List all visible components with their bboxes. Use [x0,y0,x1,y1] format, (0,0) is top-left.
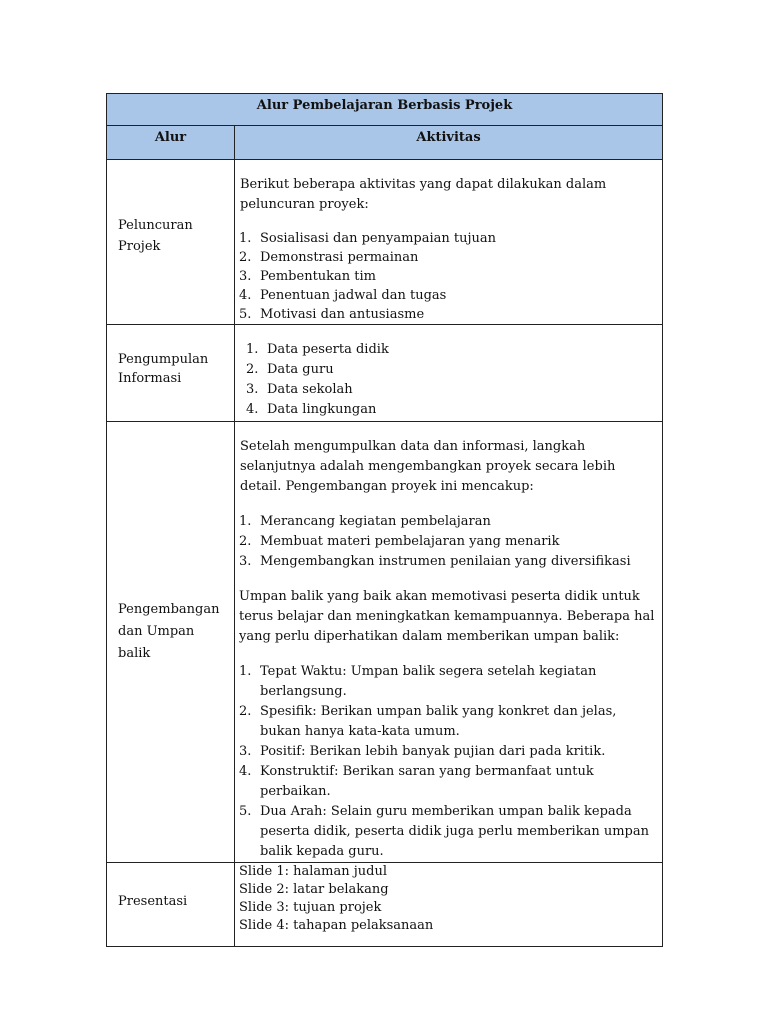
feedback-list [239,662,658,862]
intro-text: Berikut beberapa aktivitas yang dapat dilakukan dalam peluncuran proyek: [240,177,607,212]
intro-text: Setelah mengumpulkan data dan informasi, langkah selanjutnya adalah mengembangkan proyek secara lebih detail. Pengembangan proyek ini mencakup: [240,439,616,494]
list-item: 1. Sosialisasi dan penyampaian tujuan [239,231,497,246]
list-item: 4. Konstruktif: Berikan saran yang bermanfaat untuk perbaikan. [239,764,594,799]
row-label-presentasi: Presentasi [107,863,235,947]
table-row [107,422,663,863]
list-item: 3. Pembentukan tim [239,269,377,284]
activity-cell [235,160,663,325]
list-item: 4. Penentuan jadwal dan tugas [239,288,447,303]
row-label-pengembangan: Pengembangan dan Umpan balik [107,422,235,863]
list-item: 1. Data peserta didik [246,342,389,357]
table-row [107,863,663,947]
row-label-peluncuran: Peluncuran Projek [107,160,235,325]
table-row [107,325,663,422]
list-item: 1. Tepat Waktu: Umpan balik segera setelah kegiatan berlangsung. [239,664,597,699]
list-item: 5. Dua Arah: Selain guru memberikan umpan balik kepada peserta didik, peserta didik juga perlu memberikan umpan balik kepada guru. [239,804,649,859]
slide-line: Slide 1: halaman judul [239,864,388,879]
list-item: 2. Spesifik: Berikan umpan balik yang konkret dan jelas, bukan hanya kata-kata umum. [239,704,617,739]
column-header-alur: Alur [107,126,235,160]
activity-cell [235,325,663,422]
list-item: 3. Positif: Berikan lebih banyak pujian dari pada kritik. [239,744,606,759]
activity-list [239,512,658,572]
list-item: 2. Data guru [246,362,334,377]
table-row [107,160,663,325]
list-item: 3. Mengembangkan instrumen penilaian yang diversifikasi [239,554,631,569]
slide-line: Slide 4: tahapan pelaksanaan [239,918,434,933]
learning-flow-table [106,93,663,947]
slide-line: Slide 2: latar belakang [239,882,389,897]
activity-cell [235,863,663,947]
list-item: 2. Membuat materi pembelajaran yang menarik [239,534,560,549]
list-item: 1. Merancang kegiatan pembelajaran [239,514,491,529]
list-item: 5. Motivasi dan antusiasme [239,307,425,322]
list-item: 3. Data sekolah [246,382,353,397]
list-item: 4. Data lingkungan [246,402,377,417]
column-header-aktivitas: Aktivitas [235,126,663,160]
activity-list [239,340,658,420]
list-item: 2. Demonstrasi permainan [239,250,419,265]
feedback-intro-text: Umpan balik yang baik akan memotivasi peserta didik untuk terus belajar dan meningkatkan kemampuannya. Beberapa hal yang perlu diperhatikan dalam memberikan umpan balik: [239,589,655,644]
activity-list [239,229,658,324]
row-label-pengumpulan: Pengumpulan Informasi [107,325,235,422]
slide-line: Slide 3: tujuan projek [239,900,382,915]
activity-cell [235,422,663,863]
table-title: Alur Pembelajaran Berbasis Projek [107,94,663,126]
